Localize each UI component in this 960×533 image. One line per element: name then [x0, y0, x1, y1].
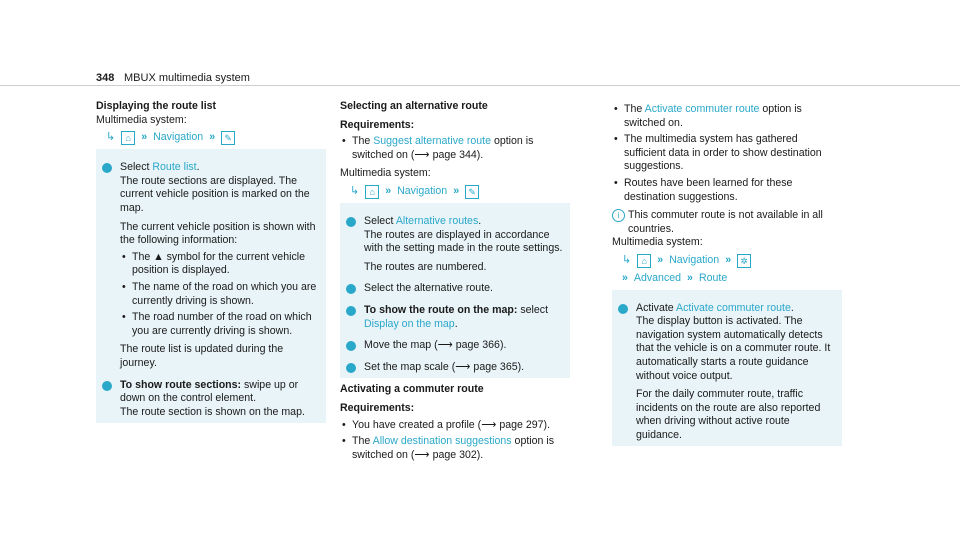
section-heading: Selecting an alternative route	[340, 100, 488, 112]
text: The	[352, 135, 374, 148]
home-icon: ⌂	[121, 131, 135, 145]
step-activate-commuter: Activate Activate commuter route. The display button is activated. The navigation system automatically detects that the vehicle is on a commuter route. It automatically starts a route guidance without voice output. For the daily commuter route, traffic incidents on the route are also reported when driving without active route guidance.	[618, 302, 836, 443]
page-ref: page 302	[432, 448, 477, 461]
list-item: • You have created a profile (⟶ page 297).	[340, 419, 570, 433]
nav-path	[622, 254, 842, 268]
nav-path	[106, 131, 326, 145]
step-bold: To show the route on the map:	[364, 303, 518, 316]
text: The	[352, 435, 373, 448]
home-icon: ⌂	[365, 185, 379, 199]
multimedia-label: Multimedia system:	[340, 167, 431, 180]
home-icon: ⌂	[637, 254, 651, 268]
text: Set the map scale (	[364, 360, 456, 373]
route-list-link: Route list	[152, 161, 197, 174]
step-result: The route sections are displayed. The current vehicle position is marked on the map.	[120, 174, 310, 214]
text: Move the map (	[364, 339, 438, 352]
path-arrow-icon: ↳	[350, 185, 360, 198]
text: option is switched on (	[352, 435, 555, 461]
path-arrow-icon: ↳	[622, 254, 632, 267]
text: You have created a profile (	[352, 418, 482, 431]
chevron-right-icon: »	[453, 185, 460, 198]
page-ref: page 344	[432, 148, 477, 161]
text: The	[624, 103, 645, 115]
step-note: The routes are numbered.	[364, 260, 487, 273]
page-ref: page 297	[499, 418, 544, 431]
settings-icon: ✲	[737, 254, 751, 268]
column-1	[96, 100, 326, 423]
navigation-options-icon: ✎	[221, 131, 235, 145]
list-item: • The multimedia system has gathered sufficient data in order to show destination suggestions.	[612, 133, 842, 174]
text: option is switched on (	[352, 135, 534, 161]
list-item: • The Suggest alternative route option is switched on (⟶ page 344).	[340, 135, 570, 162]
list-item: • The Allow destination suggestions option is switched on (⟶ page 302).	[340, 435, 570, 462]
column-3	[612, 100, 842, 446]
text: select	[517, 303, 549, 316]
step-bold: To show route sections:	[120, 378, 242, 391]
info-note	[612, 209, 842, 236]
step-show-on-map: To show the route on the map: select Display on the map.	[346, 304, 564, 331]
step-move-map: Move the map (⟶ page 366).	[346, 339, 564, 353]
header-rule	[0, 85, 960, 86]
display-on-map-link: Display on the map	[364, 317, 455, 330]
column-2	[340, 100, 570, 462]
activate-commuter-link: Activate commuter route	[676, 301, 791, 314]
section-heading: Displaying the route list	[96, 100, 217, 112]
step-select-route-list	[102, 161, 320, 370]
text: Select	[364, 214, 396, 227]
chevron-right-icon: »	[385, 185, 392, 198]
step-block	[96, 149, 326, 423]
step-select-alternative: Select Alternative routes. The routes are displayed in accordance with the setting made in the route settings. The routes are numbered.	[346, 215, 564, 274]
nav-path-2	[622, 272, 842, 286]
step-note: The route list is updated during the journey.	[120, 343, 284, 369]
route-link: Route	[698, 271, 728, 284]
nav-link: Navigation	[397, 185, 448, 198]
list-item: • The name of the road on which you are currently driving is shown.	[120, 281, 320, 308]
page-number: 348	[96, 72, 115, 84]
list-item: • Routes have been learned for these destination suggestions.	[612, 177, 842, 204]
step-show-route-sections	[102, 379, 320, 420]
step-block	[340, 203, 570, 378]
navigation-options-icon: ✎	[465, 185, 479, 199]
multimedia-label: Multimedia system:	[96, 113, 187, 126]
chevron-right-icon: »	[141, 131, 148, 144]
text: option is switched on.	[624, 103, 802, 129]
section-heading: Activating a commuter route	[340, 383, 484, 396]
requirements-label: Requirements:	[340, 118, 415, 131]
multimedia-label: Multimedia system:	[612, 236, 703, 249]
step-result: The display button is activated. The navigation system automatically detects that the vehicle is on a commuter route. It automatically starts a route guidance without voice output.	[636, 315, 831, 382]
list-item: • The ▲ symbol for the current vehicle position is displayed.	[120, 251, 320, 278]
step-block	[612, 290, 842, 447]
info-icon: i	[612, 209, 625, 222]
step-text: Select	[120, 161, 153, 174]
nav-link: Navigation	[669, 254, 720, 267]
chevron-right-icon: »	[209, 131, 216, 144]
list-item	[612, 103, 842, 130]
nav-link: Navigation	[153, 131, 204, 144]
step-text: .	[196, 161, 200, 174]
text: Activate	[636, 301, 677, 314]
path-arrow-icon: ↳	[106, 131, 116, 144]
step-note: For the daily commuter route, traffic incidents on the route are also reported when driving without active route guidance.	[636, 388, 821, 441]
chevron-right-icon: »	[687, 271, 693, 284]
requirements-label: Requirements:	[340, 401, 415, 414]
option-link: Allow destination suggestions	[372, 435, 512, 448]
step-text: swipe up or down on the control element.	[120, 378, 299, 405]
step-map-scale: Set the map scale (⟶ page 365).	[346, 361, 564, 375]
step-info: The current vehicle position is shown with the following information:	[120, 220, 316, 247]
step-select-route: Select the alternative route.	[346, 282, 564, 296]
option-link: Suggest alternative route	[373, 135, 491, 148]
page-ref: page 366	[455, 339, 500, 352]
step-result: The route section is shown on the map.	[120, 405, 305, 418]
chevron-right-icon: »	[622, 271, 628, 284]
alternative-routes-link: Alternative routes	[395, 214, 479, 227]
nav-path	[350, 185, 570, 199]
page-ref: page 365	[473, 360, 518, 373]
list-item: • The road number of the road on which you are currently driving is shown.	[120, 311, 320, 338]
chevron-right-icon: »	[725, 254, 732, 267]
page-title: MBUX multimedia system	[124, 72, 250, 84]
option-link: Activate commuter route	[644, 103, 760, 115]
info-text: This commuter route is not available in all countries.	[628, 209, 823, 235]
chevron-right-icon: »	[657, 254, 664, 267]
advanced-link: Advanced	[633, 271, 682, 284]
step-result: The routes are displayed in accordance with the setting made in the route settings.	[364, 228, 563, 255]
